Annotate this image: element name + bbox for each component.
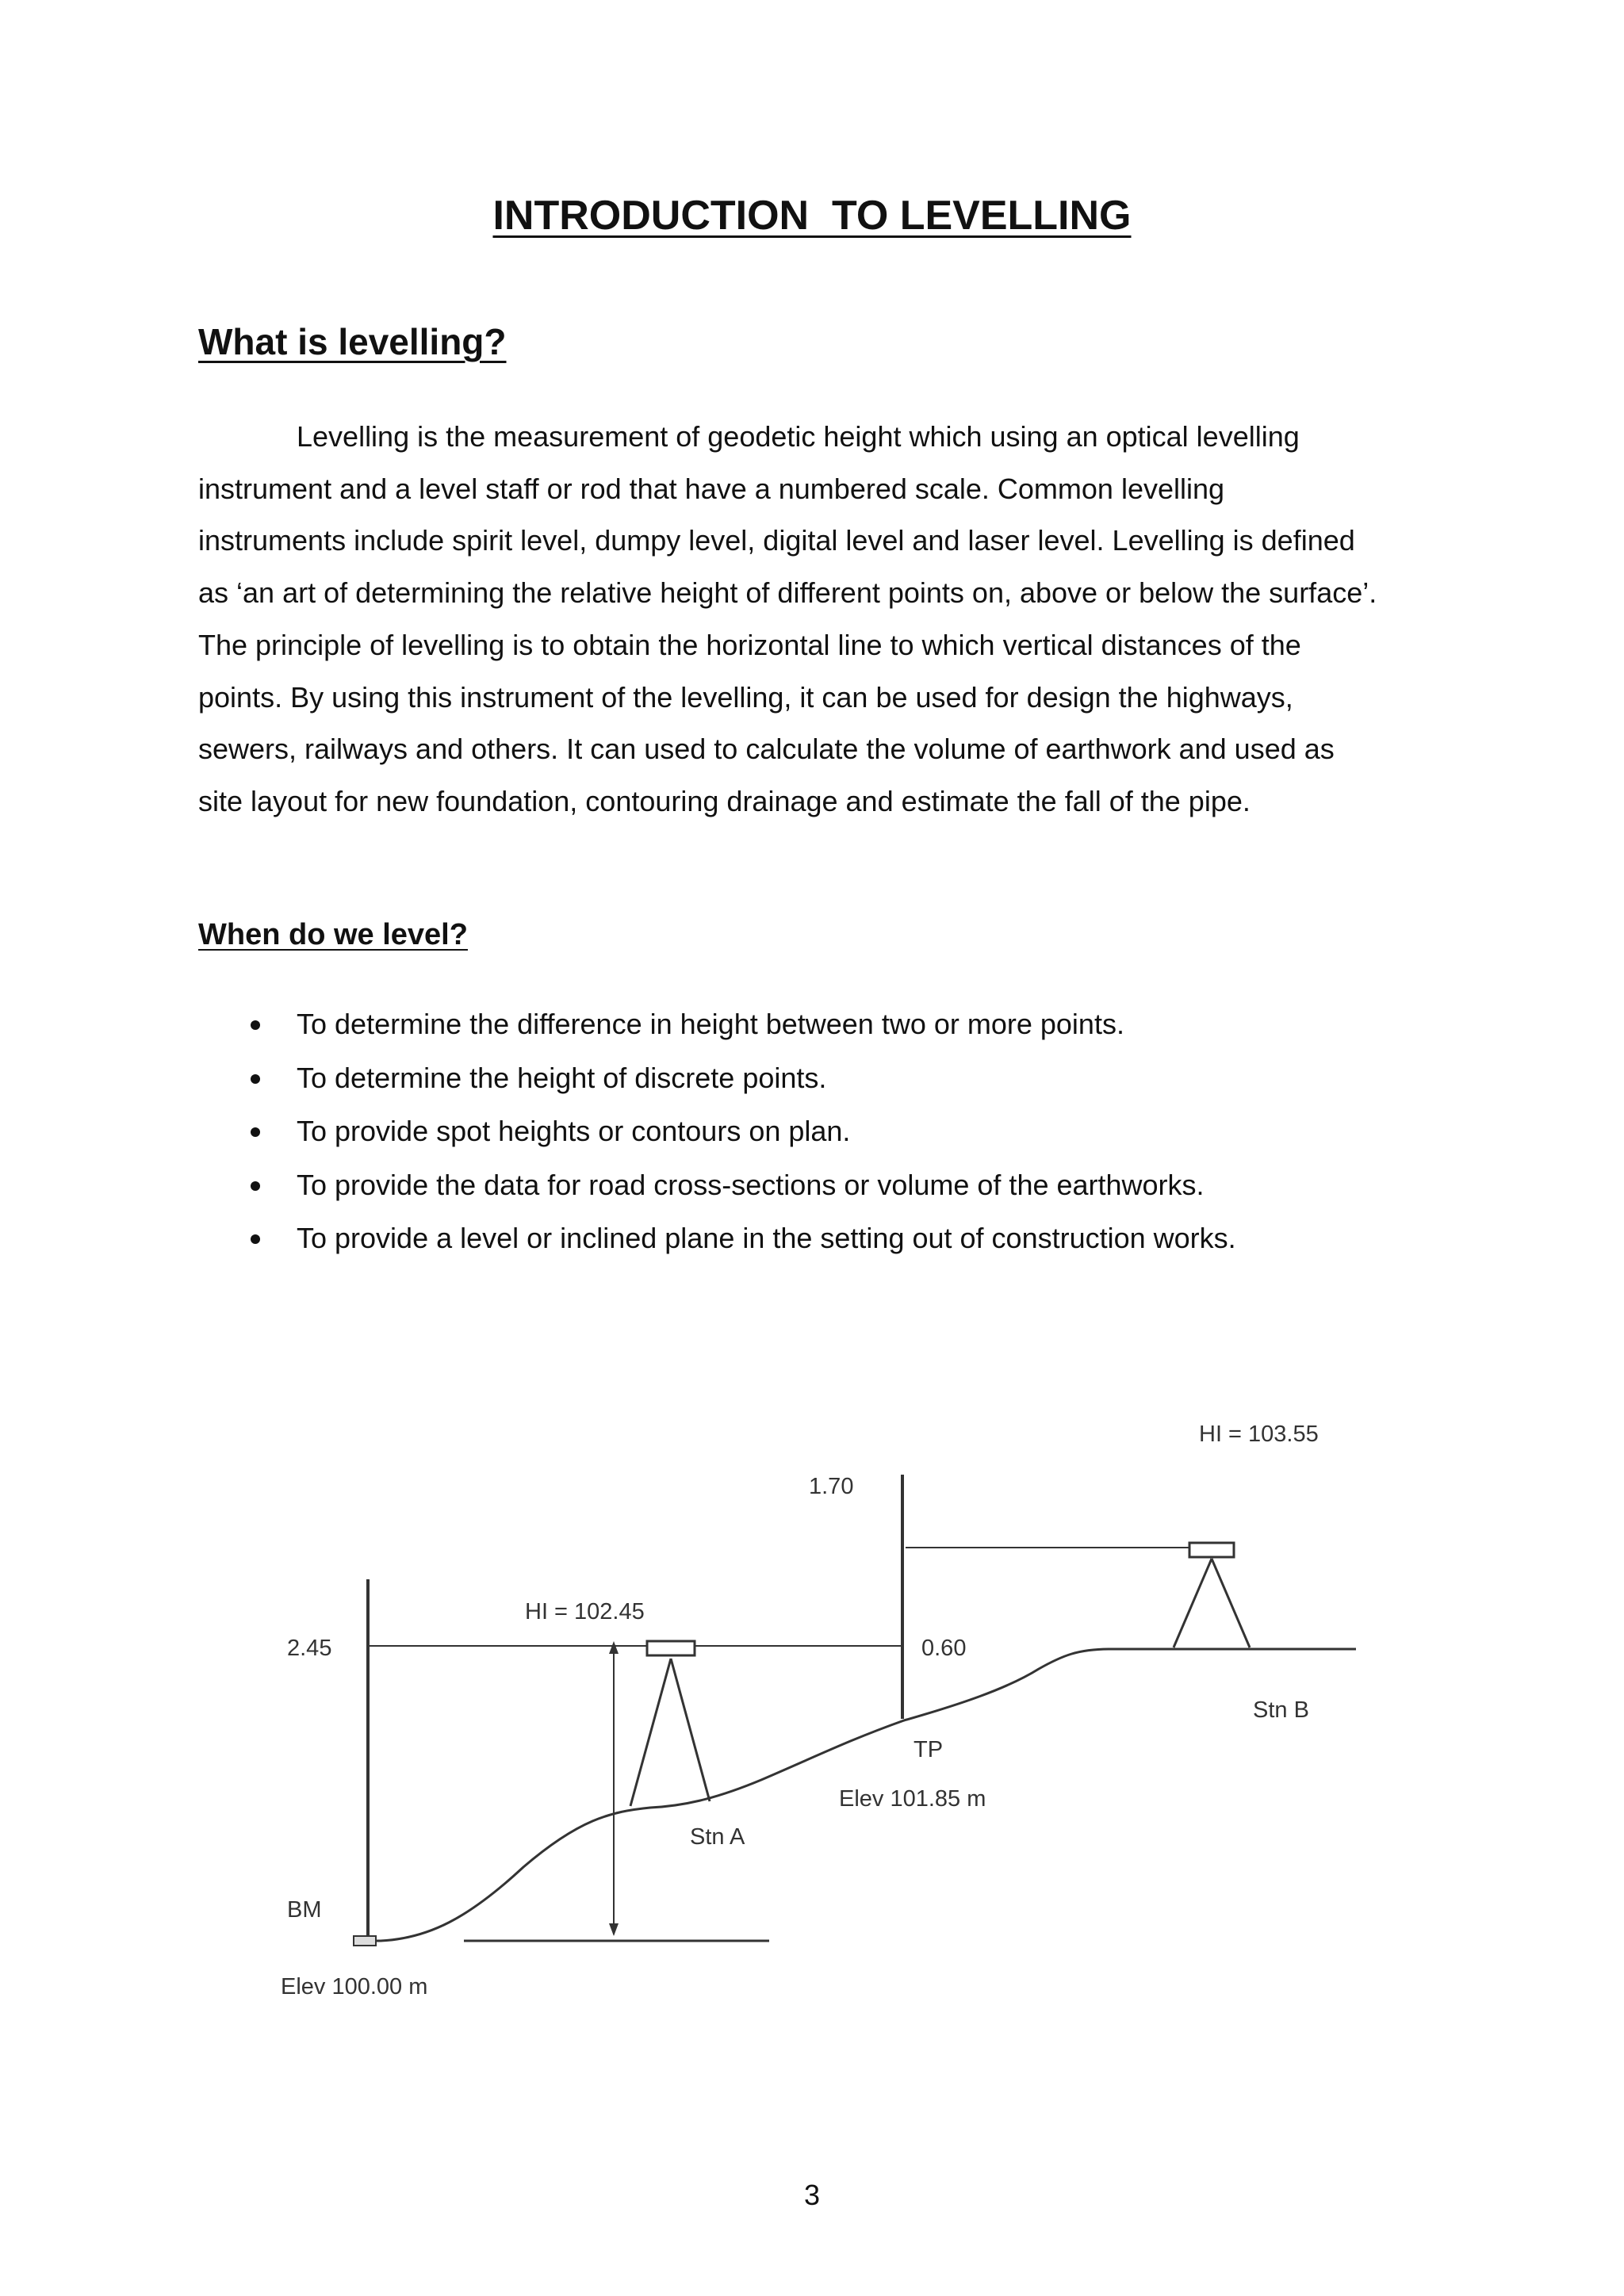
- bullet-icon: [251, 1020, 260, 1030]
- stn-a-label: Stn A: [690, 1824, 745, 1850]
- paragraph-line: The principle of levelling is to obtain the horizontal line to which vertical distances of the: [198, 628, 1301, 661]
- bullet-icon: [251, 1074, 260, 1084]
- reading-170-label: 1.70: [809, 1474, 854, 1499]
- bullet-list: [198, 997, 1467, 1265]
- list-item-text: To determine the height of discrete points.: [297, 1061, 827, 1094]
- list-item-text: To provide spot heights or contours on plan.: [297, 1115, 851, 1147]
- list-item-text: To provide the data for road cross-sections or volume of the earthworks.: [297, 1168, 1205, 1201]
- bm-label: BM: [287, 1897, 322, 1923]
- list-item-text: To provide a level or inclined plane in the setting out of construction works.: [297, 1222, 1236, 1254]
- stn-b-instrument: [1189, 1543, 1234, 1557]
- paragraph-line: instrument and a level staff or rod that have a numbered scale. Common levelling: [198, 472, 1225, 505]
- hi-b-label: HI = 103.55: [1199, 1422, 1319, 1447]
- bullet-icon: [251, 1234, 260, 1244]
- elev-bm-label: Elev 100.00 m: [281, 1974, 428, 1999]
- page-number: 3: [803, 2179, 821, 2211]
- subheading-when-do-we-level: When do we level?: [198, 918, 468, 951]
- levelling-diagram: [270, 1340, 1380, 2022]
- list-item: [198, 1051, 1467, 1105]
- list-item: [198, 1104, 1467, 1158]
- paragraph-line: instruments include spirit level, dumpy level, digital level and laser level. Levelling is defined: [198, 524, 1355, 557]
- tp-label: TP: [914, 1737, 944, 1762]
- stn-a-tripod-leg: [630, 1659, 671, 1806]
- stn-a-tripod-leg: [671, 1659, 710, 1801]
- paragraph-line: site layout for new foundation, contouring drainage and estimate the fall of the pipe.: [198, 784, 1251, 817]
- bullet-icon: [251, 1127, 260, 1137]
- paragraph-line: sewers, railways and others. It can used to calculate the volume of earthwork and used as: [198, 733, 1335, 766]
- list-item: [198, 1211, 1467, 1265]
- page-title: INTRODUCTION TO LEVELLING: [492, 193, 1132, 239]
- reading-060-label: 0.60: [921, 1636, 967, 1661]
- hi-arrow-head-top: [609, 1641, 619, 1654]
- stn-b-label: Stn B: [1253, 1697, 1309, 1723]
- list-item: [198, 997, 1467, 1051]
- hi-a-label: HI = 102.45: [525, 1599, 645, 1624]
- stn-b-tripod-leg: [1174, 1559, 1212, 1647]
- section-heading-what-is-levelling: What is levelling?: [198, 321, 507, 362]
- hi-arrow-head-bottom: [609, 1923, 619, 1936]
- bullet-icon: [251, 1181, 260, 1191]
- paragraph-line: points. By using this instrument of the levelling, it can be used for design the highways,: [198, 680, 1293, 714]
- stn-a-instrument: [647, 1641, 695, 1655]
- elev-tp-label: Elev 101.85 m: [839, 1786, 986, 1812]
- bm-marker: [354, 1936, 376, 1946]
- intro-paragraph: [198, 411, 1451, 828]
- paragraph-line: Levelling is the measurement of geodetic height which using an optical levelling: [297, 420, 1300, 453]
- list-item: [198, 1158, 1467, 1212]
- paragraph-line: as ‘an art of determining the relative height of different points on, above or below the surface’.: [198, 576, 1377, 610]
- stn-b-tripod-leg: [1212, 1559, 1250, 1647]
- reading-245-label: 2.45: [287, 1636, 332, 1661]
- list-item-text: To determine the difference in height between two or more points.: [297, 1008, 1124, 1040]
